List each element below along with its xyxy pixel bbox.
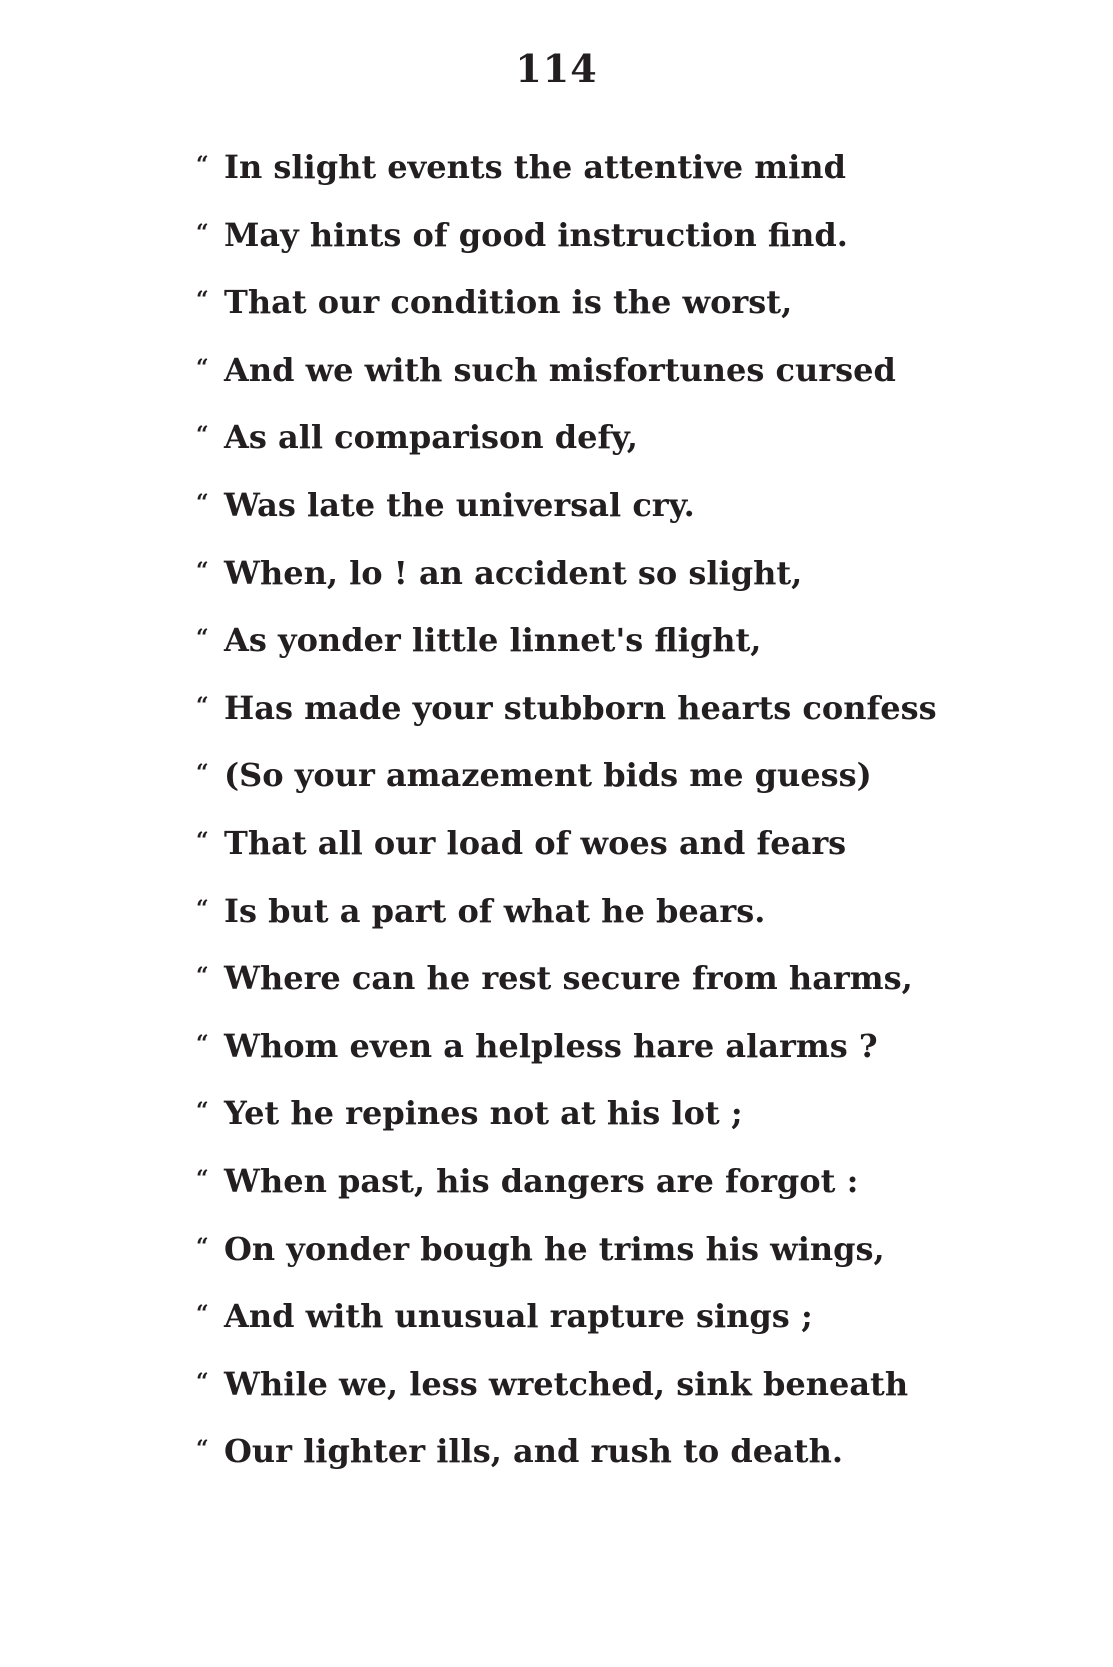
poem-line-text: In slight events the attentive mind xyxy=(224,148,846,186)
opening-quote-mark: “ xyxy=(196,1368,209,1395)
poem-line-text: May hints of good instruction find. xyxy=(224,215,848,254)
opening-quote-mark: “ xyxy=(196,1165,209,1192)
poem-line xyxy=(196,417,1096,485)
poem-line-text: That our condition is the worst, xyxy=(224,283,793,322)
poem-line-text: Whom even a helpless hare alarms ? xyxy=(224,1026,878,1065)
poem-line-text: Yet he repines not at his lot ; xyxy=(224,1094,743,1133)
poem-line-text: Is but a part of what he bears. xyxy=(224,891,766,930)
poem-line-text: When past, his dangers are forgot : xyxy=(224,1161,859,1200)
opening-quote-mark: “ xyxy=(196,1436,209,1463)
poem-line-text: And we with such misfortunes cursed xyxy=(224,350,896,389)
poem-line xyxy=(196,1431,1096,1499)
opening-quote-mark: “ xyxy=(196,489,209,516)
opening-quote-mark: “ xyxy=(196,760,209,787)
poem-line xyxy=(196,485,1096,553)
poem-line xyxy=(196,215,1096,283)
poem-stanza xyxy=(196,147,1096,1499)
opening-quote-mark: “ xyxy=(196,287,209,314)
opening-quote-mark: “ xyxy=(196,1030,209,1057)
poem-line xyxy=(196,1026,1096,1094)
poem-line xyxy=(196,891,1096,959)
poem-line xyxy=(196,1364,1096,1432)
poem-line-text: When, lo ! an accident so slight, xyxy=(224,553,803,592)
opening-quote-mark: “ xyxy=(196,963,209,990)
poem-line-text: (So your amazement bids me guess) xyxy=(224,756,872,795)
poem-line-text: And with unusual rapture sings ; xyxy=(224,1297,813,1336)
poem-line xyxy=(196,147,1096,215)
poem-line xyxy=(196,350,1096,418)
opening-quote-mark: “ xyxy=(196,692,209,719)
opening-quote-mark: “ xyxy=(196,219,209,246)
poem-line-text: While we, less wretched, sink beneath xyxy=(224,1364,909,1403)
opening-quote-mark: “ xyxy=(196,1301,209,1328)
poem-line-text: Our lighter ills, and rush to death. xyxy=(224,1432,843,1471)
poem-line-text: That all our load of woes and fears xyxy=(224,823,847,862)
opening-quote-mark: “ xyxy=(196,895,209,922)
poem-line xyxy=(196,958,1096,1026)
poem-line xyxy=(196,620,1096,688)
poem-line xyxy=(196,1296,1096,1364)
opening-quote-mark: “ xyxy=(196,827,209,854)
opening-quote-mark: “ xyxy=(196,625,209,652)
opening-quote-mark: “ xyxy=(196,1233,209,1260)
poem-line-text: Where can he rest secure from harms, xyxy=(224,959,913,998)
opening-quote-mark: “ xyxy=(196,557,209,584)
poem-line-text: On yonder bough he trims his wings, xyxy=(224,1229,885,1268)
opening-quote-mark: “ xyxy=(196,354,209,381)
poem-line xyxy=(196,1161,1096,1229)
poem-line-text: Has made your stubborn hearts confess xyxy=(224,688,937,727)
poem-line xyxy=(196,1229,1096,1297)
poem-line xyxy=(196,823,1096,891)
poem-line xyxy=(196,282,1096,350)
poem-line-text: Was late the universal cry. xyxy=(224,485,695,524)
page-number: 114 xyxy=(515,46,598,91)
opening-quote-mark: “ xyxy=(196,422,209,449)
poem-line xyxy=(196,553,1096,621)
poem-line-text: As all comparison defy, xyxy=(224,418,638,457)
poem-line-text: As yonder little linnet's flight, xyxy=(224,621,762,660)
poem-line xyxy=(196,1093,1096,1161)
opening-quote-mark: “ xyxy=(196,1098,209,1125)
poem-line xyxy=(196,755,1096,823)
opening-quote-mark: “ xyxy=(196,152,209,178)
poem-line xyxy=(196,688,1096,756)
